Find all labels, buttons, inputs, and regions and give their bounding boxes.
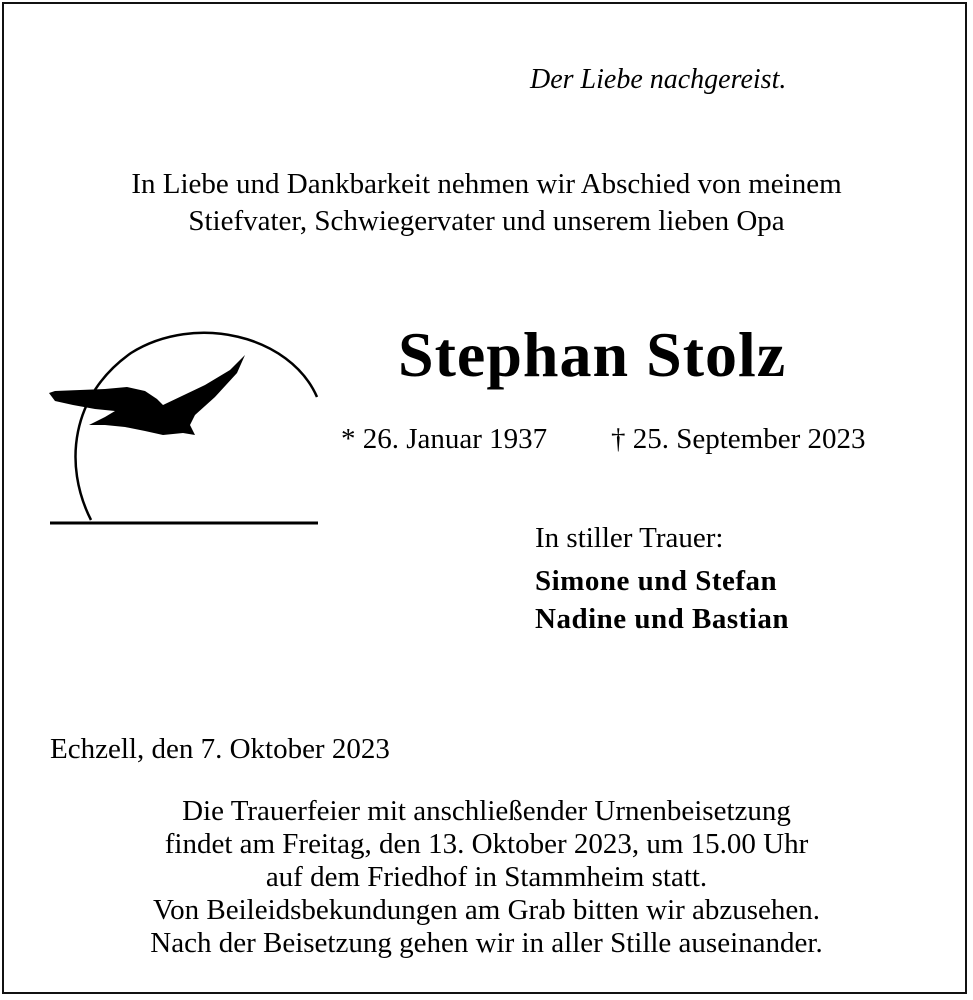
notice-line: findet am Freitag, den 13. Oktober 2023, um 15.00 Uhr	[164, 828, 809, 860]
deceased-name: Stephan Stolz	[398, 319, 787, 390]
notice-line: auf dem Friedhof in Stammheim statt.	[265, 861, 708, 893]
notice-line: Nach der Beisetzung gehen wir in aller Stille auseinander.	[150, 927, 823, 959]
motto: Der Liebe nachgereist.	[530, 64, 787, 95]
bird-sunset-icon	[45, 325, 325, 534]
death-date: † 25. September 2023	[611, 423, 866, 455]
mourner-name: Nadine und Bastian	[535, 603, 789, 635]
mourner-name: Simone und Stefan	[535, 565, 778, 597]
birth-date: * 26. Januar 1937	[341, 423, 548, 455]
intro-line-1: In Liebe und Dankbarkeit nehmen wir Abschied von meinem	[131, 168, 842, 200]
intro-line-2: Stiefvater, Schwiegervater und unserem lieben Opa	[188, 205, 785, 237]
place-date: Echzell, den 7. Oktober 2023	[50, 733, 390, 765]
mourners-heading: In stiller Trauer:	[535, 522, 724, 554]
notice-line: Von Beileidsbekundungen am Grab bitten wir abzusehen.	[152, 894, 821, 926]
notice-line: Die Trauerfeier mit anschließender Urnenbeisetzung	[182, 795, 791, 827]
